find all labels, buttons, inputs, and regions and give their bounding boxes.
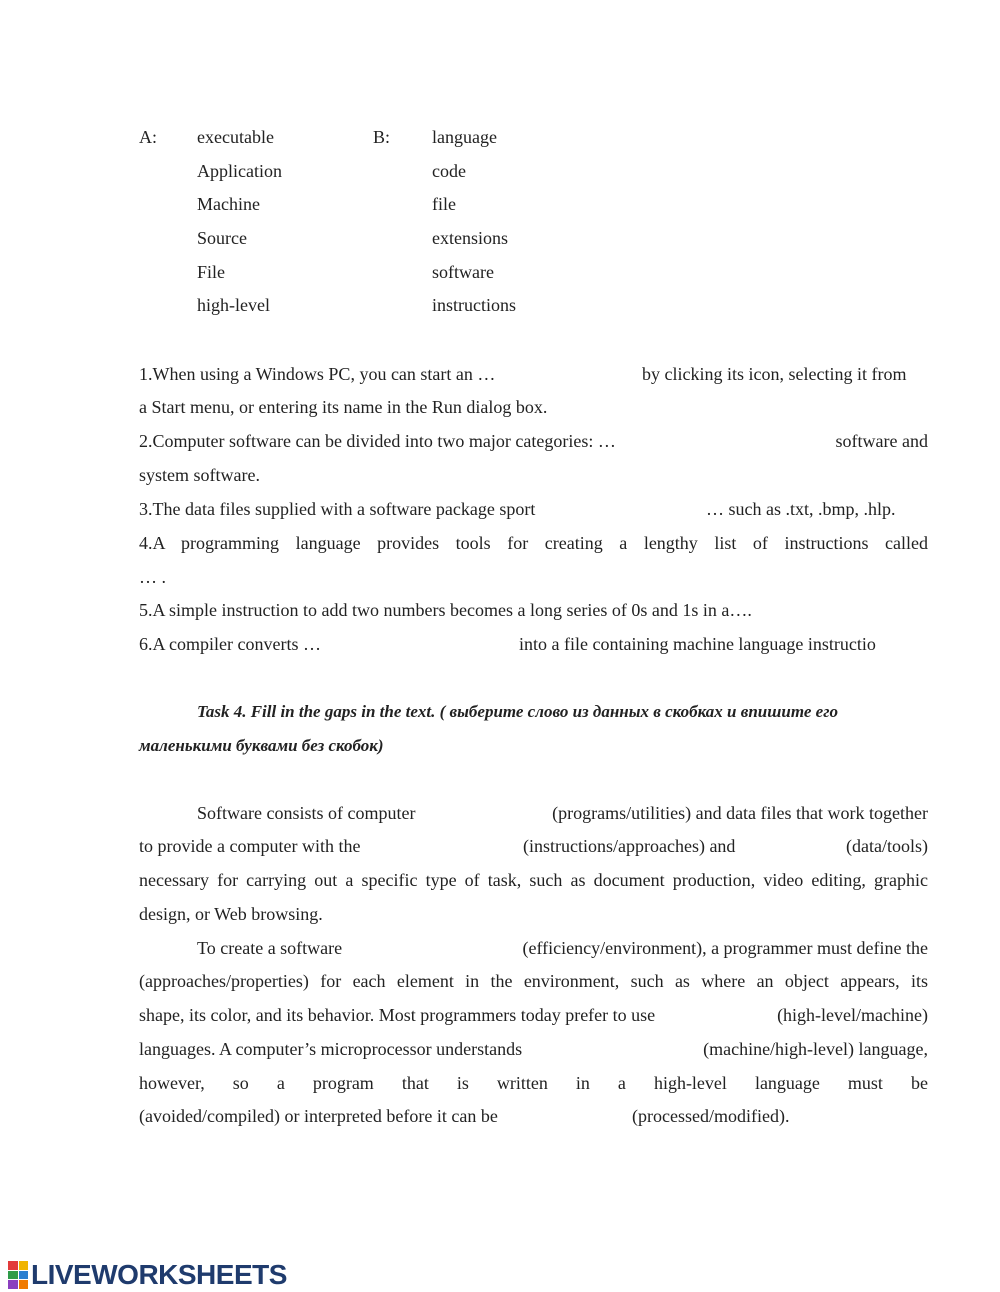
list-a-label: A: [139, 127, 157, 147]
word: however, [139, 1073, 205, 1093]
logo-mark-icon [8, 1261, 28, 1289]
paragraph-2-line: (avoided/compiled) or interpreted before it can be [139, 1106, 498, 1126]
word: so [232, 1073, 249, 1093]
sentence-3-start: 3.The data files supplied with a software package sport [139, 499, 536, 519]
list-b-item: code [432, 161, 466, 181]
sentence-1-start: 1.When using a Windows PC, you can start an … [139, 364, 496, 384]
list-a-item: Application [197, 161, 282, 181]
liveworksheets-logo[interactable] [8, 1258, 287, 1292]
paragraph-2-line: (efficiency/environment), a programmer must define the [522, 938, 928, 958]
paragraph-1-line: design, or Web browsing. [139, 904, 323, 924]
list-b-label: B: [373, 127, 391, 147]
paragraph-2-line: (processed/modified). [632, 1106, 790, 1126]
sentence-2-cont: system software. [139, 465, 260, 485]
word: that [401, 1073, 429, 1093]
sentence-6-end: into a file containing machine language instructio [519, 634, 876, 654]
list-b-item: extensions [432, 228, 508, 248]
list-a-item: Machine [197, 194, 260, 214]
sentence-1-cont: a Start menu, or entering its name in the Run dialog box. [139, 397, 548, 417]
paragraph-2-justified-line [139, 1072, 928, 1094]
list-b-item: file [432, 194, 456, 214]
word: written [496, 1073, 548, 1093]
paragraph-1-line: Software consists of computer [197, 803, 416, 823]
sentence-4-cont: … . [139, 567, 166, 587]
sentence-6-start: 6.A compiler converts … [139, 634, 321, 654]
sentence-4: 4.A programming language provides tools for creating a lengthy list of instructions called [139, 533, 928, 553]
sentence-3-end: … such as .txt, .bmp, .hlp. [706, 499, 896, 519]
sentence-2-end: software and [835, 431, 928, 451]
task-4-title-cont: маленькими буквами без скобок) [139, 736, 384, 755]
paragraph-2-line: (machine/high-level) language, [703, 1039, 928, 1059]
paragraph-2-line: languages. A computer’s microprocessor understands [139, 1039, 523, 1059]
paragraph-2-line: (high-level/machine) [777, 1005, 928, 1025]
logo-text: LIVEWORKSHEETS [31, 1259, 287, 1290]
sentence-1-end: by clicking its icon, selecting it from [642, 364, 907, 384]
word: a [276, 1073, 285, 1093]
word: must [847, 1073, 883, 1093]
word: program [312, 1073, 374, 1093]
list-b-item: instructions [432, 295, 516, 315]
word: a [617, 1073, 626, 1093]
list-a-item: executable [197, 127, 274, 147]
task-4-title: Task 4. Fill in the gaps in the text. ( выберите слово из данных в скобках и впишите его [197, 702, 838, 721]
word: in [575, 1073, 590, 1093]
paragraph-1-line: (instructions/approaches) and [523, 836, 736, 856]
list-a-item: high-level [197, 295, 270, 315]
list-a-item: Source [197, 228, 247, 248]
word: be [910, 1073, 928, 1093]
sentence-2-start: 2.Computer software can be divided into two major categories: … [139, 431, 616, 451]
paragraph-1-line: (programs/utilities) and data files that work together [552, 803, 928, 823]
paragraph-2-line: shape, its color, and its behavior. Most programmers today prefer to use [139, 1005, 656, 1025]
list-b-item: software [432, 262, 494, 282]
word: high-level [653, 1073, 727, 1093]
list-a-item: File [197, 262, 226, 282]
paragraph-1-line: (data/tools) [846, 836, 928, 856]
paragraph-1-line: to provide a computer with the [139, 836, 361, 856]
word: language [754, 1073, 820, 1093]
sentence-5: 5.A simple instruction to add two numbers becomes a long series of 0s and 1s in a…. [139, 600, 752, 620]
list-b-item: language [432, 127, 497, 147]
word: is [456, 1073, 469, 1093]
paragraph-1-line: necessary for carrying out a specific type of task, such as document production, video editing, graphic [139, 870, 928, 890]
paragraph-2-line: To create a software [197, 938, 343, 958]
paragraph-2-line: (approaches/properties) for each element in the environment, such as where an object appears, its [139, 971, 928, 991]
